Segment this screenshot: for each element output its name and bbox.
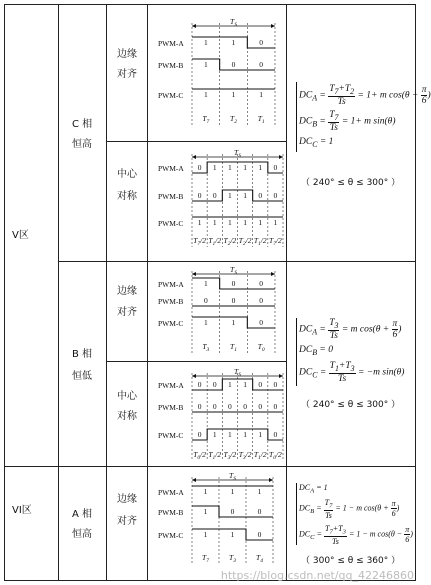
bit-c_edge-B-0: 1 bbox=[203, 60, 208, 69]
bit-b_center-C-3: 1 bbox=[243, 430, 247, 439]
bit-c_center-B-4: 0 bbox=[258, 191, 263, 200]
formula-b-line1: $DC_A$ = $\frac{T_3}{Ts}$ = m cos(θ + $\frac{\pi}{6}$ ) bbox=[299, 318, 402, 341]
bit-b_center-C-5: 0 bbox=[273, 430, 278, 439]
bit-c_edge-B-1: 0 bbox=[231, 60, 236, 69]
bit-c_edge-A-2: 0 bbox=[259, 38, 264, 47]
mode-edge-b-2: 对齐 bbox=[117, 307, 137, 318]
segment-label-c_edge-2: $T_1$ bbox=[257, 114, 265, 125]
mode-edge-a-1: 边缘 bbox=[117, 494, 137, 505]
segment-label-c_center-0: $T_7/2$ bbox=[193, 236, 206, 247]
segment-label-b_center-0: $T_0/2$ bbox=[193, 450, 206, 461]
segment-label-b_center-5: $T_0/2$ bbox=[269, 450, 282, 461]
ts-label-b_edge: $T_S$ bbox=[230, 265, 237, 276]
mode-center-b-1: 中心 bbox=[117, 391, 137, 402]
segment-label-b_center-4: $T_1/2$ bbox=[253, 450, 267, 461]
formula-b-line2: $DC_B = 0$ bbox=[299, 345, 333, 357]
ts-arrowhead-left-a_edge bbox=[192, 478, 196, 482]
segment-label-b_center-2: $T_3/2$ bbox=[223, 450, 237, 461]
bit-c_center-C-1: 1 bbox=[212, 218, 217, 227]
segment-label-c_center-4: $T_1/2$ bbox=[253, 236, 267, 247]
group-a-line2: 恒高 bbox=[72, 529, 92, 540]
bit-c_center-B-0: 0 bbox=[197, 191, 202, 200]
bit-c_center-B-3: 1 bbox=[243, 191, 247, 200]
ts-arrowhead-left-b_center bbox=[192, 374, 196, 378]
bit-b_edge-C-0: 1 bbox=[203, 318, 208, 327]
bit-a_edge-A-2: 1 bbox=[257, 487, 262, 496]
mode-edge-c-1: 边缘 bbox=[117, 49, 137, 60]
formula-a-line3: $DC_C$ = $\frac{T_7+T_3}{Ts}$ = 1 − m cos(θ − $\frac{\pi}{6}$ ) bbox=[299, 524, 413, 546]
bit-b_center-C-2: 1 bbox=[228, 430, 232, 439]
bit-a_edge-A-0: 1 bbox=[203, 487, 208, 496]
signal-label-b_center-C: PWM-C bbox=[158, 431, 184, 440]
signal-label-c_center-B: PWM-B bbox=[158, 192, 184, 201]
bit-c_edge-A-0: 1 bbox=[203, 38, 208, 47]
formula-b-line3: $DC_C$ = $\frac{T_1+T_3}{Ts}$ = −m sin(θ) bbox=[299, 361, 405, 384]
bit-b_center-C-1: 1 bbox=[212, 430, 217, 439]
sector-vi-label: VI区 bbox=[12, 505, 32, 516]
bit-b_center-A-2: 1 bbox=[228, 380, 232, 389]
group-b-line2: 恒低 bbox=[72, 371, 92, 382]
ts-arrowhead-right-b_center bbox=[279, 374, 283, 378]
bit-a_edge-C-0: 1 bbox=[203, 530, 208, 539]
bit-b_center-A-4: 0 bbox=[258, 380, 263, 389]
bit-b_center-B-3: 0 bbox=[243, 402, 247, 411]
formula-b-range: （ 240° ≤ θ ≤ 300° ） bbox=[301, 400, 401, 410]
formula-c-line3: $DC_C = 1$ bbox=[299, 137, 334, 149]
segment-label-a_edge-0: $T_7$ bbox=[202, 553, 209, 564]
formula-c-range: （ 240° ≤ θ ≤ 300° ） bbox=[301, 178, 401, 188]
ts-arrowhead-left-c_edge bbox=[192, 24, 196, 28]
waveform-b_center-A bbox=[192, 379, 283, 390]
bit-b_center-A-1: 0 bbox=[212, 380, 217, 389]
bit-c_center-C-2: 1 bbox=[228, 218, 232, 227]
bit-c_center-B-5: 0 bbox=[273, 191, 278, 200]
bit-b_edge-C-1: 1 bbox=[231, 318, 236, 327]
bit-c_center-C-3: 1 bbox=[243, 218, 247, 227]
bit-b_center-B-4: 0 bbox=[258, 402, 263, 411]
bit-a_edge-B-2: 0 bbox=[257, 507, 262, 516]
signal-label-b_edge-C: PWM-C bbox=[158, 319, 184, 328]
signal-label-a_edge-B: PWM-B bbox=[158, 508, 184, 517]
segment-label-c_center-1: $T_1/2$ bbox=[208, 236, 222, 247]
bit-b_edge-B-2: 0 bbox=[259, 296, 264, 305]
formula-c-bracket bbox=[296, 82, 297, 152]
bit-c_center-B-2: 1 bbox=[228, 191, 232, 200]
segment-label-b_edge-1: $T_1$ bbox=[230, 342, 237, 353]
segment-label-c_edge-0: $T_7$ bbox=[202, 114, 210, 125]
bit-b_edge-B-0: 0 bbox=[203, 296, 208, 305]
mode-edge-c-2: 对齐 bbox=[117, 69, 137, 80]
formula-a-line2: $DC_B$ = $\frac{T_7}{Ts}$ = 1 − m cos(θ + $\frac{\pi}{6}$ ) bbox=[299, 498, 400, 520]
bit-c_center-A-3: 1 bbox=[243, 163, 247, 172]
watermark: https://blog.csdn.net/qq_42246860 bbox=[220, 569, 414, 582]
bit-b_center-A-5: 0 bbox=[273, 380, 278, 389]
signal-label-c_edge-C: PWM-C bbox=[158, 91, 184, 100]
signal-label-c_center-A: PWM-A bbox=[158, 164, 184, 173]
ts-arrowhead-right-c_edge bbox=[271, 24, 275, 28]
bit-b_edge-A-1: 0 bbox=[231, 279, 236, 288]
formula-a-bracket bbox=[296, 483, 297, 545]
signal-label-a_edge-C: PWM-C bbox=[158, 531, 184, 540]
mode-center-c-1: 中心 bbox=[117, 169, 137, 180]
segment-label-b_edge-2: $T_0$ bbox=[257, 342, 265, 353]
ts-label-b_center: $T_S$ bbox=[234, 367, 241, 378]
bit-c_center-A-5: 0 bbox=[273, 163, 278, 172]
bit-b_edge-A-2: 0 bbox=[259, 279, 264, 288]
bit-c_center-A-0: 0 bbox=[197, 163, 202, 172]
signal-label-c_edge-A: PWM-A bbox=[158, 39, 184, 48]
bit-b_center-B-0: 0 bbox=[197, 402, 202, 411]
mode-center-b-2: 对称 bbox=[117, 411, 137, 422]
bit-b_center-A-0: 0 bbox=[197, 380, 202, 389]
bit-b_edge-A-0: 1 bbox=[203, 279, 208, 288]
bit-c_center-C-4: 1 bbox=[258, 218, 263, 227]
segment-label-b_center-3: $T_3/2$ bbox=[238, 450, 252, 461]
ts-label-c_edge: $T_S$ bbox=[230, 17, 237, 28]
bit-c_center-A-2: 1 bbox=[228, 163, 232, 172]
ts-arrowhead-right-c_center bbox=[279, 155, 283, 159]
signal-label-b_center-B: PWM-B bbox=[158, 403, 184, 412]
segment-label-a_edge-1: $T_3$ bbox=[229, 553, 236, 564]
segment-label-c_center-3: $T_2/2$ bbox=[238, 236, 252, 247]
segment-label-c_edge-1: $T_2$ bbox=[230, 114, 237, 125]
signal-label-b_edge-B: PWM-B bbox=[158, 297, 184, 306]
ts-label-a_edge: $T_S$ bbox=[229, 471, 236, 482]
bit-b_center-B-5: 0 bbox=[273, 402, 278, 411]
bit-c_edge-A-1: 1 bbox=[231, 38, 236, 47]
bit-c_center-B-1: 0 bbox=[212, 191, 217, 200]
bit-c_edge-C-2: 1 bbox=[259, 90, 264, 99]
segment-label-a_edge-2: $T_4$ bbox=[256, 553, 263, 564]
bit-c_center-C-0: 1 bbox=[197, 218, 202, 227]
ts-arrowhead-right-a_edge bbox=[269, 478, 273, 482]
sector-v-label: V区 bbox=[12, 230, 29, 241]
group-b-line1: B 相 bbox=[72, 349, 93, 360]
signal-label-c_center-C: PWM-C bbox=[158, 219, 184, 228]
mode-edge-b-1: 边缘 bbox=[117, 286, 137, 297]
group-c-line2: 恒高 bbox=[72, 139, 92, 150]
formula-a-range: （ 300° ≤ θ ≤ 360° ） bbox=[301, 556, 401, 566]
bit-c_center-C-5: 1 bbox=[273, 218, 278, 227]
segment-label-c_center-5: $T_7/2$ bbox=[269, 236, 282, 247]
bit-a_edge-B-0: 1 bbox=[203, 507, 208, 516]
bit-a_edge-A-1: 1 bbox=[230, 487, 235, 496]
signal-label-a_edge-A: PWM-A bbox=[158, 488, 184, 497]
bit-b_center-A-3: 1 bbox=[243, 380, 247, 389]
bit-b_edge-C-2: 0 bbox=[259, 318, 264, 327]
bit-a_edge-C-1: 1 bbox=[230, 530, 235, 539]
bit-b_center-C-0: 0 bbox=[197, 430, 202, 439]
signal-label-c_edge-B: PWM-B bbox=[158, 61, 184, 70]
ts-arrowhead-left-c_center bbox=[192, 155, 196, 159]
mode-edge-a-2: 对齐 bbox=[117, 516, 137, 527]
formula-c-line1: $DC_A$ = $\frac{T_7+T_2}{Ts}$ = 1+ m cos(θ − $\frac{\pi}{6}$ ) bbox=[299, 84, 431, 107]
ts-arrowhead-left-b_edge bbox=[192, 272, 196, 276]
ts-arrowhead-right-b_edge bbox=[271, 272, 275, 276]
ts-label-c_center: $T_S$ bbox=[234, 148, 241, 159]
segment-label-b_center-1: $T_1/2$ bbox=[208, 450, 222, 461]
bit-b_edge-B-1: 0 bbox=[231, 296, 236, 305]
bit-c_edge-C-1: 1 bbox=[231, 90, 236, 99]
formula-a-line1: $DC_A = 1$ bbox=[299, 483, 328, 495]
mode-center-c-2: 对称 bbox=[117, 191, 137, 202]
signal-label-b_edge-A: PWM-A bbox=[158, 280, 184, 289]
segment-label-b_edge-0: $T_3$ bbox=[202, 342, 210, 353]
bit-c_edge-B-2: 0 bbox=[259, 60, 264, 69]
formula-b-bracket bbox=[296, 318, 297, 386]
bit-c_center-A-1: 1 bbox=[212, 163, 217, 172]
bit-b_center-B-1: 0 bbox=[212, 402, 217, 411]
segment-label-c_center-2: $T_2/2$ bbox=[223, 236, 237, 247]
bit-a_edge-C-2: 0 bbox=[257, 530, 262, 539]
signal-label-b_center-A: PWM-A bbox=[158, 381, 184, 390]
group-c-line1: C 相 bbox=[72, 119, 93, 130]
bit-b_center-B-2: 0 bbox=[228, 402, 232, 411]
bit-c_edge-C-0: 1 bbox=[203, 90, 208, 99]
bit-b_center-C-4: 1 bbox=[258, 430, 263, 439]
bit-a_edge-B-1: 0 bbox=[230, 507, 235, 516]
group-a-line1: A 相 bbox=[72, 509, 93, 520]
formula-c-line2: $DC_B$ = $\frac{T_7}{Ts}$ = 1+ m sin(θ) bbox=[299, 110, 396, 133]
bit-c_center-A-4: 1 bbox=[258, 163, 263, 172]
